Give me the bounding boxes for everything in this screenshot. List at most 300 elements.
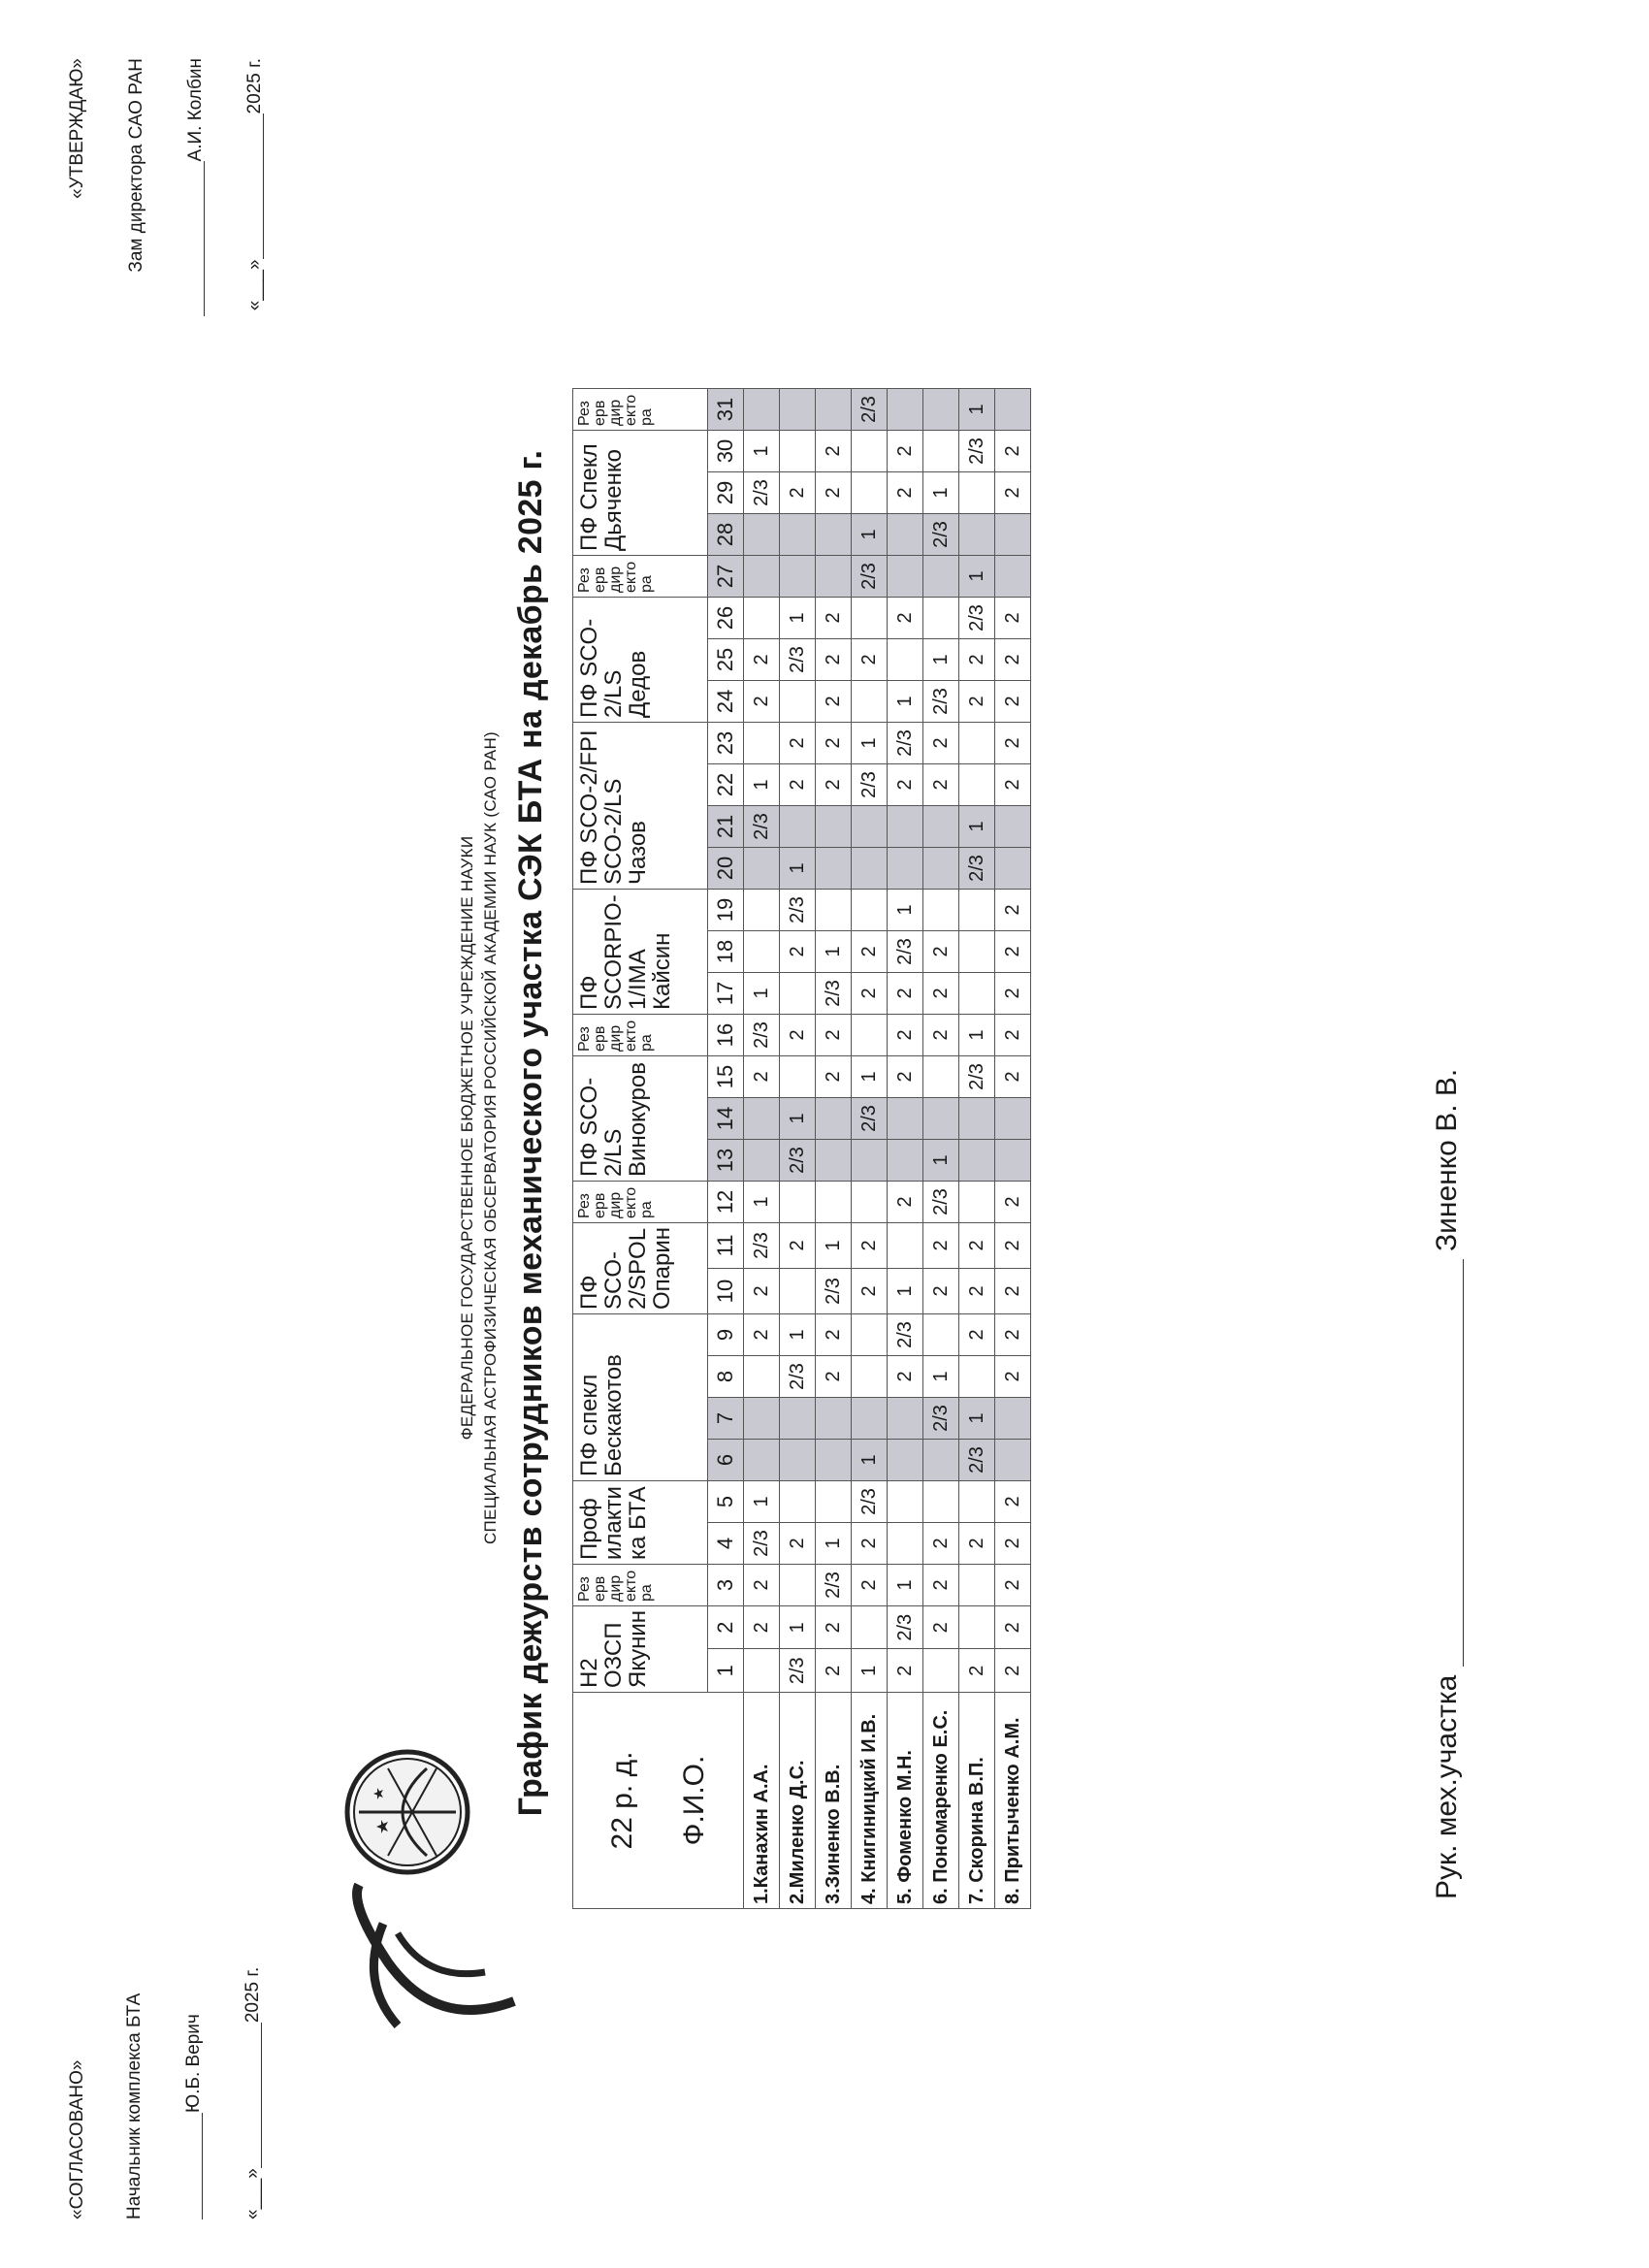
shift-cell: [959, 972, 995, 1014]
table-group-header: ПФ SCO-2/SPOL Опарин: [573, 1222, 708, 1313]
shift-cell: 1: [888, 1564, 923, 1605]
table-day-number: 28: [708, 513, 744, 555]
shift-cell: 2: [959, 1313, 995, 1355]
shift-cell: 2/3: [923, 513, 959, 555]
shift-cell: [888, 513, 923, 555]
shift-cell: 2: [923, 722, 959, 763]
shift-cell: 2: [995, 1222, 1031, 1268]
shift-cell: 2/3: [744, 805, 780, 847]
shift-cell: [816, 889, 852, 930]
approval-left-signer: Ю.Б. Верич: [183, 2014, 204, 2113]
table-group-header: Н2 ОЗСП Якунин: [573, 1605, 708, 1692]
organization-line-2: СПЕЦИАЛЬНАЯ АСТРОФИЗИЧЕСКАЯ ОБСЕРВАТОРИЯ РОССИЙСКОЙ АКАДЕМИИ НАУК (САО РАН): [481, 730, 500, 1545]
shift-cell: 2: [852, 1268, 888, 1313]
shift-cell: [852, 430, 888, 471]
employee-name: 3.Зиненко В.В.: [816, 1693, 852, 1909]
shift-cell: [816, 388, 852, 430]
shift-cell: 2: [995, 1268, 1031, 1313]
shift-cell: 2: [995, 930, 1031, 972]
shift-cell: [780, 1480, 816, 1522]
shift-cell: 2: [888, 763, 923, 805]
shift-cell: 1: [816, 930, 852, 972]
shift-cell: [852, 889, 888, 930]
table-day-number: 2: [708, 1605, 744, 1649]
shift-cell: [995, 555, 1031, 597]
shift-cell: 1: [816, 1222, 852, 1268]
shift-cell: 2/3: [816, 1268, 852, 1313]
shift-cell: [816, 1097, 852, 1139]
table-row: [780, 388, 816, 1908]
shift-cell: 2: [995, 763, 1031, 805]
shift-cell: 2: [852, 638, 888, 680]
signature-line: [184, 2113, 203, 2219]
shift-cell: 2: [852, 930, 888, 972]
shift-cell: 2: [780, 471, 816, 513]
shift-cell: [780, 1055, 816, 1097]
shift-cell: [923, 1480, 959, 1522]
shift-cell: [923, 1649, 959, 1693]
table-group-header: Проф илакти ка БТА: [573, 1480, 708, 1564]
shift-cell: 2: [923, 972, 959, 1014]
shift-cell: [780, 430, 816, 471]
shift-cell: 2: [816, 430, 852, 471]
shift-cell: 2: [995, 1522, 1031, 1564]
approval-right-role: Зам директора САО РАН: [126, 58, 146, 273]
shift-cell: [744, 930, 780, 972]
shift-cell: 2: [959, 1649, 995, 1693]
shift-cell: 1: [780, 1313, 816, 1355]
shift-cell: [995, 388, 1031, 430]
shift-cell: [780, 805, 816, 847]
shift-cell: [959, 763, 995, 805]
employee-name: 5. Фоменко М.Н.: [888, 1693, 923, 1909]
shift-cell: 2: [995, 722, 1031, 763]
shift-cell: 2: [995, 597, 1031, 638]
shift-cell: [744, 722, 780, 763]
shift-cell: [959, 1097, 995, 1139]
table-day-number: 21: [708, 805, 744, 847]
table-group-header: ПФ SCORPIO-1/IMA Кайсин: [573, 889, 708, 1014]
shift-cell: 2/3: [888, 930, 923, 972]
shift-cell: 2: [923, 930, 959, 972]
table-group-header: Рез ерв дир екто ра: [573, 1181, 708, 1222]
shift-cell: 2: [816, 680, 852, 722]
shift-cell: 2/3: [959, 1055, 995, 1097]
shift-cell: 2: [852, 1222, 888, 1268]
sao-ras-logo-icon: [291, 1720, 534, 2040]
shift-cell: 1: [744, 763, 780, 805]
shift-cell: [923, 1439, 959, 1480]
shift-cell: 2: [744, 1055, 780, 1097]
shift-cell: 2: [852, 1564, 888, 1605]
table-day-number: 31: [708, 388, 744, 430]
shift-cell: 2/3: [923, 1181, 959, 1222]
table-group-header: Рез ерв дир екто ра: [573, 1564, 708, 1605]
shift-cell: 2: [959, 1222, 995, 1268]
shift-cell: [923, 889, 959, 930]
shift-cell: 2: [995, 1649, 1031, 1693]
table-day-number: 16: [708, 1014, 744, 1055]
shift-cell: 2/3: [780, 889, 816, 930]
shift-cell: [888, 1139, 923, 1181]
table-day-number: 3: [708, 1564, 744, 1605]
shift-cell: [923, 1313, 959, 1355]
duty-schedule-table: [572, 388, 1031, 1909]
shift-cell: [923, 847, 959, 889]
table-group-header: ПФ Спекл Дьяченко: [573, 430, 708, 555]
shift-cell: 2: [995, 430, 1031, 471]
shift-cell: 1: [852, 1649, 888, 1693]
shift-cell: 2/3: [888, 722, 923, 763]
shift-cell: [816, 513, 852, 555]
shift-cell: 2: [923, 1564, 959, 1605]
shift-cell: [959, 1139, 995, 1181]
table-group-header: Рез ерв дир екто ра: [573, 388, 708, 430]
shift-cell: 2: [888, 1355, 923, 1397]
shift-cell: [780, 972, 816, 1014]
shift-cell: 2/3: [959, 597, 995, 638]
approval-right-label: «УТВЕРЖДАЮ»: [67, 58, 87, 199]
shift-cell: 1: [780, 1605, 816, 1649]
shift-cell: [816, 1397, 852, 1439]
table-day-number: 15: [708, 1055, 744, 1097]
shift-cell: 2: [744, 1313, 780, 1355]
approval-left-block: [68, 1967, 262, 2219]
shift-cell: [816, 555, 852, 597]
employee-name: 4. Книгиницкий И.В.: [852, 1693, 888, 1909]
shift-cell: 1: [959, 388, 995, 430]
shift-cell: 1: [852, 722, 888, 763]
shift-cell: [959, 1480, 995, 1522]
shift-cell: 1: [744, 1181, 780, 1222]
shift-cell: 1: [959, 1397, 995, 1439]
shift-cell: [888, 847, 923, 889]
shift-cell: 2: [959, 680, 995, 722]
table-group-header: ПФ SCO-2/LS Дедов: [573, 597, 708, 722]
employee-name: 2.Миленко Д.С.: [780, 1693, 816, 1909]
shift-cell: [995, 805, 1031, 847]
shift-cell: 2: [923, 763, 959, 805]
approval-right-date-prefix: «___»: [244, 259, 265, 311]
shift-cell: [959, 930, 995, 972]
table-day-number: 9: [708, 1313, 744, 1355]
shift-cell: [744, 1439, 780, 1480]
table-day-number: 4: [708, 1522, 744, 1564]
shift-cell: 2: [959, 638, 995, 680]
table-day-number: 7: [708, 1397, 744, 1439]
shift-cell: 2/3: [816, 972, 852, 1014]
shift-cell: [923, 1055, 959, 1097]
shift-cell: 2: [816, 471, 852, 513]
shift-cell: [780, 1564, 816, 1605]
shift-cell: [816, 805, 852, 847]
table-day-number: 12: [708, 1181, 744, 1222]
table-day-number: 18: [708, 930, 744, 972]
shift-cell: [744, 513, 780, 555]
shift-cell: 2: [816, 763, 852, 805]
date-line: [245, 113, 264, 259]
shift-cell: 2: [852, 1522, 888, 1564]
shift-cell: [923, 388, 959, 430]
shift-cell: [888, 805, 923, 847]
shift-cell: 2/3: [852, 388, 888, 430]
table-group-header: ПФ SCO-2/LS Винокуров: [573, 1055, 708, 1181]
table-day-number: 25: [708, 638, 744, 680]
shift-cell: [852, 597, 888, 638]
shift-cell: 2/3: [744, 1222, 780, 1268]
shift-cell: [923, 430, 959, 471]
shift-cell: [995, 1139, 1031, 1181]
table-row: [995, 388, 1031, 1908]
shift-cell: [959, 1605, 995, 1649]
shift-cell: 2: [780, 763, 816, 805]
corner-workdays: 22 р. д.: [605, 1751, 638, 1850]
shift-cell: [816, 1439, 852, 1480]
shift-cell: 2: [923, 1522, 959, 1564]
shift-cell: [744, 889, 780, 930]
shift-cell: 2: [888, 1649, 923, 1693]
signature-block: [1431, 1069, 1464, 1899]
shift-cell: 2/3: [888, 1313, 923, 1355]
shift-cell: [888, 1480, 923, 1522]
shift-cell: [852, 680, 888, 722]
shift-cell: 2: [995, 889, 1031, 930]
shift-cell: 2: [995, 1355, 1031, 1397]
shift-cell: [959, 1181, 995, 1222]
shift-cell: 2/3: [852, 763, 888, 805]
shift-cell: 2: [959, 1268, 995, 1313]
shift-cell: [744, 388, 780, 430]
table-day-number: 23: [708, 722, 744, 763]
shift-cell: [852, 805, 888, 847]
table-day-number: 20: [708, 847, 744, 889]
shift-cell: 2: [995, 1564, 1031, 1605]
shift-cell: 2: [780, 1522, 816, 1564]
employee-name: 6. Пономаренко Е.С.: [923, 1693, 959, 1909]
shift-cell: 2: [780, 722, 816, 763]
employee-name: 1.Канахин А.А.: [744, 1693, 780, 1909]
shift-cell: 2: [744, 1564, 780, 1605]
shift-cell: [780, 513, 816, 555]
shift-cell: [744, 1649, 780, 1693]
table-group-header: Рез ерв дир екто ра: [573, 1014, 708, 1055]
shift-cell: 1: [744, 1480, 780, 1522]
table-day-number: 26: [708, 597, 744, 638]
table-day-number: 17: [708, 972, 744, 1014]
shift-cell: [744, 847, 780, 889]
shift-cell: [923, 597, 959, 638]
shift-cell: [888, 1097, 923, 1139]
shift-cell: [780, 1397, 816, 1439]
signature-name: Зиненко В. В.: [1431, 1068, 1463, 1251]
shift-cell: 2/3: [744, 1522, 780, 1564]
shift-cell: 2: [959, 1522, 995, 1564]
shift-cell: 2: [744, 1268, 780, 1313]
shift-cell: 1: [852, 1439, 888, 1480]
shift-cell: 2: [744, 1605, 780, 1649]
table-day-number: 22: [708, 763, 744, 805]
shift-cell: 1: [888, 889, 923, 930]
shift-cell: 2/3: [780, 1139, 816, 1181]
shift-cell: [852, 1355, 888, 1397]
shift-cell: 2: [923, 1268, 959, 1313]
table-day-number: 24: [708, 680, 744, 722]
organization-header: [456, 590, 502, 1686]
shift-cell: 1: [923, 638, 959, 680]
shift-cell: [780, 1268, 816, 1313]
shift-cell: 2: [995, 680, 1031, 722]
shift-cell: [744, 1139, 780, 1181]
table-day-number: 29: [708, 471, 744, 513]
shift-cell: 1: [780, 1097, 816, 1139]
table-day-number: 11: [708, 1222, 744, 1268]
shift-cell: 2: [888, 1055, 923, 1097]
table-row: [959, 388, 995, 1908]
shift-cell: 2: [995, 1313, 1031, 1355]
shift-cell: 2: [995, 471, 1031, 513]
shift-cell: [959, 513, 995, 555]
signature-line: [1438, 1259, 1464, 1667]
table-day-number: 5: [708, 1480, 744, 1522]
table-group-header: Рез ерв дир екто ра: [573, 555, 708, 597]
shift-cell: 2/3: [959, 847, 995, 889]
shift-cell: 2: [816, 1014, 852, 1055]
table-day-number: 8: [708, 1355, 744, 1397]
shift-cell: [852, 1313, 888, 1355]
shift-cell: 2: [852, 972, 888, 1014]
shift-cell: 2/3: [780, 638, 816, 680]
table-day-number: 27: [708, 555, 744, 597]
shift-cell: 1: [780, 597, 816, 638]
table-row: [888, 388, 923, 1908]
shift-cell: 2/3: [923, 680, 959, 722]
shift-cell: 2/3: [959, 430, 995, 471]
table-day-number: 13: [708, 1139, 744, 1181]
shift-cell: 2: [816, 1313, 852, 1355]
organization-line-1: ФЕДЕРАЛЬНОЕ ГОСУДАРСТВЕННОЕ БЮДЖЕТНОЕ УЧРЕЖДЕНИЕ НАУКИ: [458, 835, 476, 1441]
shift-cell: [816, 847, 852, 889]
table-day-number: 30: [708, 430, 744, 471]
shift-cell: [816, 1480, 852, 1522]
table-day-number: 14: [708, 1097, 744, 1139]
shift-cell: 2/3: [923, 1397, 959, 1439]
shift-cell: 2: [888, 597, 923, 638]
shift-cell: [780, 1181, 816, 1222]
shift-cell: 1: [852, 513, 888, 555]
table-group-header-row: [573, 388, 708, 1908]
shift-cell: [744, 597, 780, 638]
shift-cell: [995, 1397, 1031, 1439]
shift-cell: [780, 555, 816, 597]
shift-cell: [995, 1097, 1031, 1139]
shift-cell: 2: [995, 1055, 1031, 1097]
shift-cell: 1: [923, 1139, 959, 1181]
table-day-number: 10: [708, 1268, 744, 1313]
approval-left-date-suffix: 2025 г.: [242, 1966, 263, 2024]
approval-right-date-suffix: 2025 г.: [244, 58, 265, 114]
shift-cell: [995, 1439, 1031, 1480]
shift-cell: [888, 555, 923, 597]
shift-cell: [888, 638, 923, 680]
table-corner-cell: [573, 1693, 744, 1909]
shift-cell: [852, 1605, 888, 1649]
shift-cell: 2/3: [780, 1649, 816, 1693]
shift-cell: 1: [744, 430, 780, 471]
shift-cell: 1: [852, 1055, 888, 1097]
shift-cell: [888, 1222, 923, 1268]
shift-cell: 2/3: [852, 1480, 888, 1522]
shift-cell: 2/3: [816, 1564, 852, 1605]
shift-cell: [888, 1439, 923, 1480]
table-group-header: ПФ SCO-2/FPI SCO-2/LS Чазов: [573, 722, 708, 889]
approval-left-date-prefix: «___»: [242, 2168, 263, 2219]
shift-cell: 2: [923, 1222, 959, 1268]
shift-cell: 2: [780, 1014, 816, 1055]
shift-cell: 1: [888, 680, 923, 722]
shift-cell: [852, 1181, 888, 1222]
shift-cell: [744, 1097, 780, 1139]
signature-line: [186, 161, 205, 316]
shift-cell: 2: [744, 638, 780, 680]
shift-cell: 1: [816, 1522, 852, 1564]
shift-cell: [744, 1397, 780, 1439]
approval-left-label: «СОГЛАСОВАНО»: [67, 2059, 87, 2219]
employee-name: 7. Скорина В.П.: [959, 1693, 995, 1909]
shift-cell: [923, 555, 959, 597]
shift-cell: [995, 513, 1031, 555]
shift-cell: 2: [816, 722, 852, 763]
shift-cell: 1: [959, 805, 995, 847]
shift-cell: 2: [780, 930, 816, 972]
shift-cell: [852, 471, 888, 513]
shift-cell: [923, 805, 959, 847]
shift-cell: 2: [995, 972, 1031, 1014]
signature-role: Рук. мех.участка: [1431, 1674, 1463, 1899]
shift-cell: 1: [959, 1014, 995, 1055]
table-day-number: 1: [708, 1649, 744, 1693]
shift-cell: 1: [959, 555, 995, 597]
table-row: [852, 388, 888, 1908]
employee-name: 8. Притыченко А.М.: [995, 1693, 1031, 1909]
shift-cell: 2/3: [744, 471, 780, 513]
shift-cell: [780, 680, 816, 722]
shift-cell: 2: [888, 430, 923, 471]
shift-cell: [959, 1355, 995, 1397]
shift-cell: [995, 847, 1031, 889]
shift-cell: [744, 1355, 780, 1397]
shift-cell: 2: [888, 1014, 923, 1055]
corner-fio-label: Ф.И.О.: [677, 1755, 710, 1846]
shift-cell: [959, 1564, 995, 1605]
shift-cell: [852, 1397, 888, 1439]
shift-cell: 2: [816, 597, 852, 638]
approval-right-signer: А.И. Колбин: [185, 58, 206, 162]
shift-cell: [852, 1014, 888, 1055]
shift-cell: 2: [816, 638, 852, 680]
shift-cell: [852, 847, 888, 889]
shift-cell: 2: [888, 1181, 923, 1222]
shift-cell: [959, 722, 995, 763]
shift-cell: 2: [995, 1181, 1031, 1222]
shift-cell: 2/3: [852, 555, 888, 597]
shift-cell: 1: [923, 471, 959, 513]
shift-cell: 2: [816, 1605, 852, 1649]
table-day-header-row: [708, 388, 744, 1908]
shift-cell: [923, 1097, 959, 1139]
shift-cell: 2: [816, 1649, 852, 1693]
shift-cell: [852, 1139, 888, 1181]
shift-cell: 2: [888, 972, 923, 1014]
